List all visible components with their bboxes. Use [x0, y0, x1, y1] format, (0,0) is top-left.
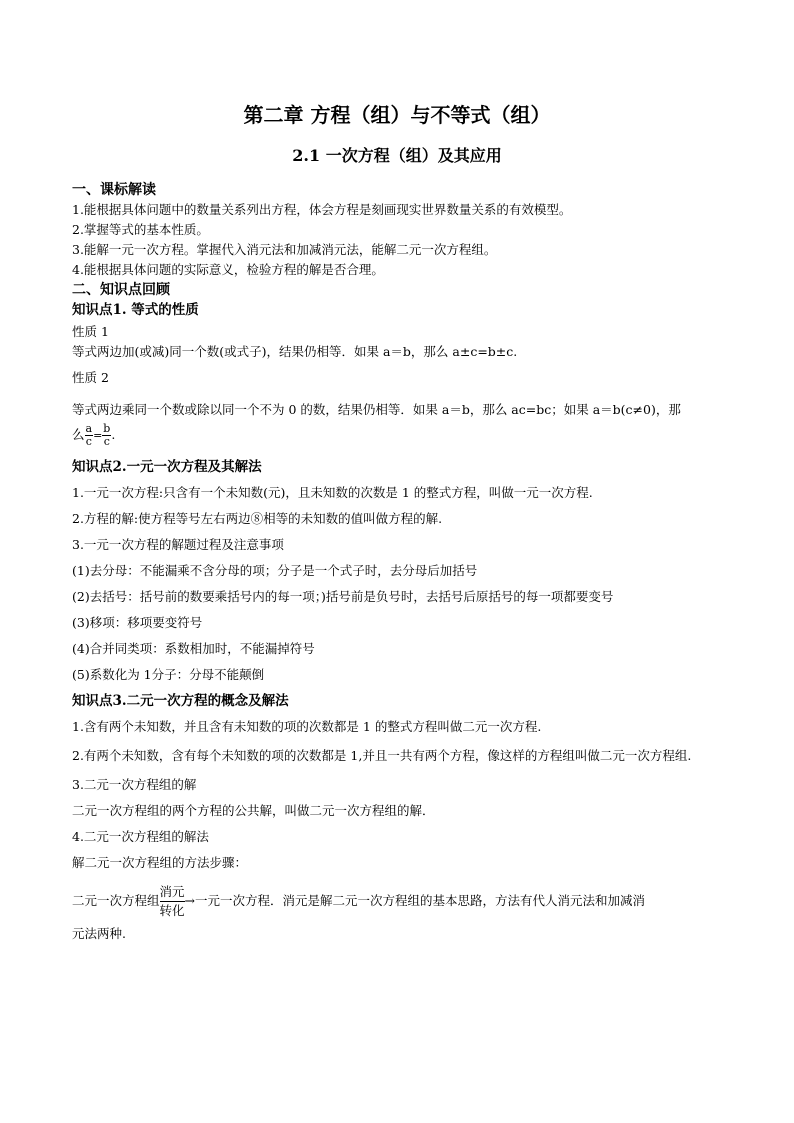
- list-item: 2.方程的解:使方程等号左右两边⑧相等的未知数的值叫做方程的解.: [72, 511, 443, 526]
- fraction-b-over-c: [102, 423, 111, 448]
- solution-flow: [72, 881, 722, 921]
- section-heading: 一、课标解读: [72, 182, 156, 198]
- arrow-over-label: 消元: [159, 884, 185, 899]
- fraction-denominator: c: [85, 435, 92, 448]
- fraction-a-over-c: [85, 423, 94, 448]
- list-item: 1.含有两个未知数，并且含有未知数的项的次数都是 1 的整式方程叫做二元一次方程.: [72, 719, 542, 734]
- list-item: 3.一元一次方程的解题过程及注意事项: [72, 537, 284, 552]
- flow-right-text: 一元一次方程．消元是解二元一次方程组的基本思路，方法有代人消元法和加减消: [195, 893, 646, 908]
- fraction-numerator: b: [103, 422, 111, 435]
- transform-arrow: [160, 883, 185, 920]
- list-item: (4)合并同类项：系数相加时，不能漏掉符号: [72, 641, 315, 656]
- equals-sign: =: [93, 429, 103, 442]
- kp-heading: 知识点3.二元一次方程的概念及解法: [72, 693, 289, 709]
- kp-heading: 知识点2.一元一次方程及其解法: [72, 459, 262, 475]
- property-text: 等式两边加(或减)同一个数(或式子)，结果仍相等．如果 a＝b，那么 a±c=b±c.: [72, 344, 518, 359]
- property-label: 性质 2: [72, 370, 109, 385]
- list-item: 3.二元一次方程组的解: [72, 777, 197, 792]
- page-subtitle: 2.1 一次方程（组）及其应用: [292, 146, 502, 165]
- knowledge-point-2: [72, 457, 722, 685]
- list-item: 1.一元一次方程:只含有一个未知数(元)，且未知数的次数是 1 的整式方程，叫做一元一次方程.: [72, 485, 593, 500]
- prefix-text: 么: [72, 427, 85, 442]
- property-text: 等式两边乘同一个数或除以同一个不为 0 的数，结果仍相等．如果 a＝b，那么 ac=bc；如果 a＝b(c≠0)，那: [72, 402, 681, 417]
- list-item-text: 二元一次方程组的两个方程的公共解，叫做二元一次方程组的解．: [72, 803, 435, 818]
- list-item: 1.能根据具体问题中的数量关系列出方程，体会方程是刻画现实世界数量关系的有效模型。: [72, 202, 572, 217]
- section-review: [72, 280, 722, 947]
- arrow-head-icon: →: [184, 893, 196, 908]
- list-item: 4.能根据具体问题的实际意义，检验方程的解是否合理。: [72, 262, 384, 277]
- flow-left-text: 二元一次方程组: [72, 893, 160, 908]
- list-item: (2)去括号：括号前的数要乘括号内的每一项；)括号前是负号时，去括号后原括号的每一项都要变号: [72, 589, 614, 604]
- flow-continuation: 元法两种.: [72, 926, 126, 941]
- section-heading: 二、知识点回顾: [72, 282, 170, 298]
- fraction-numerator: a: [85, 422, 93, 435]
- knowledge-point-3: [72, 691, 722, 947]
- section-curriculum: [72, 180, 722, 280]
- property-continuation: [72, 422, 722, 449]
- list-item: 3.能解一元一次方程。掌握代入消元法和加减消元法，能解二元一次方程组。: [72, 242, 497, 257]
- list-item-text: 解二元一次方程组的方法步骤：: [72, 855, 248, 870]
- kp-heading: 知识点1. 等式的性质: [72, 302, 199, 318]
- property-label: 性质 1: [72, 324, 109, 339]
- arrow-under-label: 转化: [159, 903, 185, 918]
- document-page: [72, 100, 722, 947]
- knowledge-point-1: [72, 300, 722, 449]
- list-item: 4.二元一次方程组的解法: [72, 829, 209, 844]
- page-title: 第二章 方程（组）与不等式（组）: [243, 103, 551, 127]
- list-item: 2.有两个未知数，含有每个未知数的项的次数都是 1,并且一共有两个方程，像这样的方程组叫做二元一次方程组.: [72, 748, 692, 763]
- list-item: (3)移项：移项要变符号: [72, 615, 203, 630]
- list-item: (5)系数化为 1分子：分母不能颠倒: [72, 667, 265, 682]
- list-item: (1)去分母：不能漏乘不含分母的项；分子是一个式子时，去分母后加括号: [72, 563, 478, 578]
- fraction-denominator: c: [103, 435, 110, 448]
- list-item: 2.掌握等式的基本性质。: [72, 222, 209, 237]
- suffix-text: .: [111, 427, 116, 442]
